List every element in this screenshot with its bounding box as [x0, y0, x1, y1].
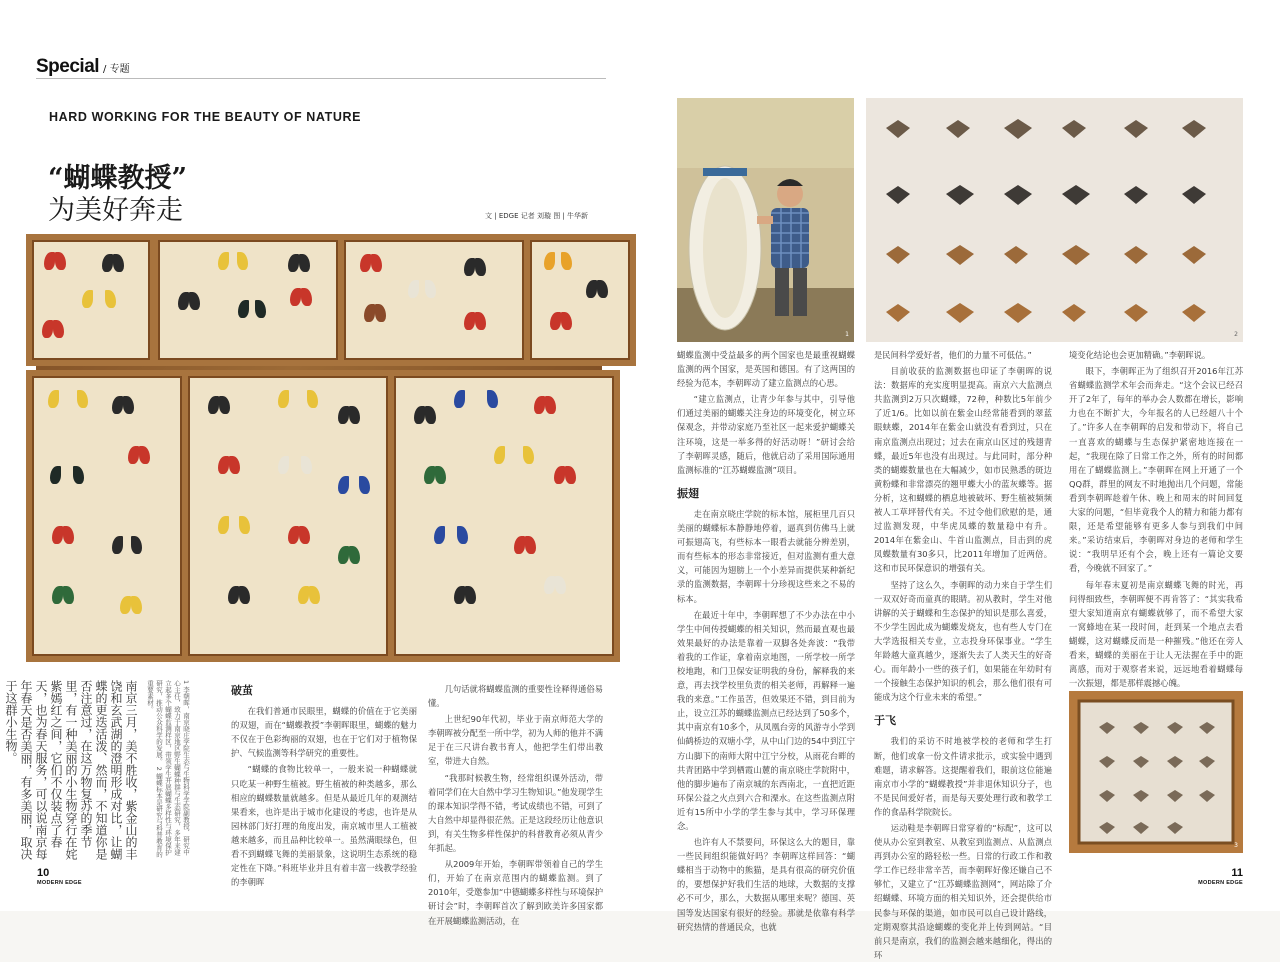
paragraph: 蝴蝶监测中受益最多的两个国家也是最重视蝴蝶监测的两个国家，是英国和德国。有了这两国的经验为范本，李朝晖动了建立监测点的心思。 [677, 350, 855, 389]
paragraph: 上世纪90年代初，毕业于南京师范大学的李朝晖被分配至一所中学，初为人师的他并不满足于在三尺讲台教书育人，他把学生们带出教室，带进大自然。 [428, 714, 603, 767]
photo-caption: 1 李朝晖，南京晓庄学院生态与生物科学学院副教授、研究中心主任，致力于南京地区野生蝴蝶种群与生态研究，多年来建立起多个蝴蝶监测样区，带领学生开展蝴蝶多样性与环境保护研究，推动公众科学的发展。 2 蝴蝶标本是研究与科普教育的重要素材。 [146, 680, 190, 858]
article-title-line1: “蝴蝶教授” [48, 163, 188, 194]
paragraph: 从2009年开始，李朝晖带领着自己的学生们，开始了在南京范围内的蝴蝶监测。到了2010年，受邀参加“中德蝴蝶多样性与环境保护研讨会”时，李朝晖首次了解到欧美许多国家都在开展蝴蝶监测活动，在 [428, 859, 603, 926]
body-column-4 [874, 348, 1052, 960]
display-case [182, 370, 394, 662]
section-label-cn: / 专题 [103, 64, 130, 75]
display-case [388, 370, 620, 662]
paragraph: 目前收获的监测数据也印证了李朝晖的说法：数据库的充实度明显提高。南京六大监测点共监测到2万只次蝴蝶，72种，种数比5年前少了近1/6。比如以前在紫金山经常能看到的翠蓝眼蛱蝶，2014年在紫金山就没有看到过，只在南京监测点出现过；过去在南京山区过的残翅青蝶，最近5年也没有出现过。与此同时，部分种类的蝴蝶数量也在大幅减少，如市民熟悉的斑边黄粉蝶和非常漂亮的翘甲蝶大小的蓝灰蝶等。据分析，这和蝴蝶的栖息地被破坏、野生植被频频被人工草坪替代有关。不过令他们欣慰的是，通过监测发现，中华虎凤蝶的数量稳中有升。2014年在紫金山、牛首山监测点，目击到的虎凤蝶数量有30多只，比2011年增加了近两倍。这和市民环保意识的增强有关。 [874, 366, 1052, 574]
byline: 文 | EDGE 记者 刘璇 图 | 牛华新 [485, 212, 588, 220]
body-column-1 [231, 680, 417, 888]
photo-number: 3 [1234, 842, 1238, 849]
paragraph: 境变化结论也会更加精确。”李朝晖说。 [1069, 350, 1211, 360]
paragraph: “建立监测点，让青少年参与其中，引导他们通过美丽的蝴蝶关注身边的环境变化，树立环保观念，并带动家庭乃至社区一起来爱护蝴蝶关注环境，这是一举多得的好活动呀！”研讨会给了李朝晖灵感，随后，他就启动了采用国际通用监测标准的“江苏蝴蝶监测”项目。 [677, 394, 855, 475]
paragraph: “我那时候教生物，经常组织课外活动，带着同学们在大自然中学习生物知识。”他发现学生的课本知识学得不错，考试成绩也不错，可到了大自然中却显得很茫然。正是这段经历让他意识到，有关生物多样性保护的科普教育必须从青少年抓起。 [428, 772, 603, 854]
professor-illustration [677, 98, 854, 342]
title-block [36, 98, 602, 240]
page-number: 10 [37, 867, 50, 879]
top-rule [36, 78, 606, 79]
paragraph: 每年春末夏初是南京蝴蝶飞舞的时光，再问得细致些，李朝晖便不再肯答了：“其实我希望大家知道南京有蝴蝶就够了，而不希望大家一窝蜂地在某一段时间，赶到某一个地点去看蝴蝶，这对蝴蝶反而是一种摧残。”他还在旁人看来，蝴蝶的美丽在于让人无法握在手中的距离感，而对于观察者来说，远远地看着蝴蝶每一次振翅，都是那样震撼心魄。 [1069, 579, 1243, 689]
paragraph: 是民间科学爱好者，他们的力量不可低估。” [874, 350, 1032, 360]
specimen-box-illustration [1069, 691, 1243, 853]
body-column-3 [677, 348, 855, 932]
subheading-yufei: 于飞 [874, 714, 896, 728]
hero-photo-butterfly-cases [36, 240, 602, 636]
subheading-pocheng: 破茧 [231, 684, 253, 697]
paragraph: 坚持了这么久，李朝晖的动力来自于学生们一双双好奇而童真的眼睛。初从教时，学生对他讲解的关于蝴蝶和生态保护的知识是那么喜爱，不少学生因此成为蝴蝶发烧友，也有些人专门在大学选报相关专业，立志投身环保事业。“学生年龄越大童真越少，逐渐失去了人类天生的好奇心。而年龄小一些的孩子们，如果能在年幼时有一个接触生态保护知识的机会，那么他们很有可能成为这个行业未来的希望。” [874, 579, 1052, 703]
photo-specimen-grid [866, 98, 1243, 342]
paragraph: 走在南京晓庄学院的标本馆，展柜里几百只美丽的蝴蝶标本静静地停着，逼真到仿佛马上就可振翅高飞，有些标本一眼看去就能分辨差别，而有些标本的形态非常接近，但对监测有重大意义，可能因为翅膀上一个小差异而提供某种新纪录的监测数据，李朝晖十分珍视这些来之不易的标本。 [677, 508, 855, 604]
paragraph: 几句话就将蝴蝶监测的重要性诠释得通俗易懂。 [428, 684, 603, 709]
section-label-en: Special [36, 56, 100, 77]
photo-number: 2 [1234, 331, 1238, 338]
magazine-name: MODERN EDGE [1198, 880, 1243, 886]
display-case [338, 234, 530, 366]
article-kicker: HARD WORKING FOR THE BEAUTY OF NATURE [49, 110, 362, 124]
body-column-5 [1069, 348, 1243, 689]
caption-column [145, 680, 215, 860]
page-number-left [37, 868, 82, 888]
display-case [524, 234, 636, 366]
left-page [0, 0, 640, 926]
paragraph: 在最近十年中，李朝晖想了不少办法在中小学生中间传授蝴蝶的相关知识，然而最直观也最效果最好的办法是靠着一双脚各处奔波：“我带着我的工作证，拿着南京地图，一所学校一所学校地跑，和门卫保安证明我的身份，解释我的来意，再去找学校里负责的相关老师，再解释一遍我的来意。”工作虽苦，但效果还不错，到目前为止，设立江苏的蝴蝶监测点已经达到了50多个，其中南京有10多个，从凤凰台旁的风游寺小学到仙鹤桥边的双塘小学，从中山门边的54中到江宁方山脚下的南师大附中江宁分校，从雨花台畔的共青团路中学到栖霞山麓的南京晓庄学院附中，他的脚步遍布了南京城的东西南北，一直把近距环保公益之火点到六合和溧水。在这些监测点附近有15所中小学的学生参与其中，学习环保理念。 [677, 609, 855, 831]
paragraph: “蝴蝶的食物比较单一，一般来说一种蝴蝶就只吃某一种野生植被。野生植被的种类越多，那么相应的蝴蝶数量就越多。但是从最近几年的观测结果看来，也许是出于城市化建设的考虑，也许是从园林部门好打理的角度出发，南京城市里人工植被越来越多，而且品种比较单一。虽然满眼绿色，但看不到蝴蝶飞舞的美丽景象，这说明生态系统的稳定性在下降。”科班毕业并且有着丰富一线教学经验的李朝晖 [231, 764, 417, 888]
section-tag [36, 56, 130, 78]
paragraph: 眼下，李朝晖正为了组织召开2016年江苏省蝴蝶监测学术年会而奔走。“这个会议已经召开了2年了，每年的举办会人数都在增长，影响力也在不断扩大，今年报名的人已经超八十个了。”许多人在李朝晖的启发和带动下，将自己一直喜欢的蝴蝶与生态保护紧密地连接在一起，“我现在除了日常工作之外，所有的时间都用在了蝴蝶监测上。”李朝晖在网上开通了一个QQ群，群里的网友不时地抛出几个问题，常能看到李朝晖趁着午休、晚上和周末的时间回复大家的问题，“但毕竟我个人的精力和能力都有限，还是希望能够有更多人参与到我们中间来。”采访结束后，李朝晖对身边的老师和学生说：“我明早还有个会，晚上还有一篇论文要看，今晚就不回家了。” [1069, 366, 1243, 574]
photo-professor [677, 98, 854, 342]
paragraph: 运动鞋是李朝晖日常穿着的“标配”，这可以使从办公室到教室、从教室到监测点、从监测点再到办公室的路轻松一些。日常的行政工作和教学工作已经非常辛苦，而李朝晖好像还嫌自己不够忙，又建立了“江苏蝴蝶监测网”，网站除了介绍蝴蝶、环境方面的相关知识外，还会提供给市民参与环保的渠道，如市民可以自己设计路线，定期观察其沿途蝴蝶的变化并上传到网站。“目前只是南京，我们的监测会越来越细化，得出的环 [874, 823, 1052, 960]
magazine-name: MODERN EDGE [37, 880, 82, 886]
display-case [152, 234, 344, 366]
body-column-2 [428, 682, 603, 926]
intro-text: 南京三月，美不胜收，紫金山的丰饶和玄武湖的澄明形成对比，让蝴蝶的更迭活泼、然而，不知道你是否注意过，在这万物复苏的季节里，有一种美丽的小生物穿行在姹紫嫣红之间，它们不仅装点了春天，也为春天服务，可以说南京每年春天是否美丽，有多美丽，取决于这群小生物。 [4, 680, 138, 860]
paragraph: 在我们普通市民眼里，蝴蝶的价值在于它美丽的双翅，而在“蝴蝶教授”李朝晖眼里，蝴蝶的魅力不仅在于色彩绚丽的双翅，也在于它们对于植物保护、气候监测等科学研究的重要性。 [231, 706, 417, 759]
specimen-grid [866, 98, 1243, 342]
display-case [26, 370, 188, 662]
intro-vertical-column [4, 680, 138, 860]
display-case [26, 234, 156, 366]
paragraph: 也许有人不禁要问，环保这么大的题目，靠一些民间组织能做好吗？李朝晖这样回答：“蝴蝶相当于动物中的熊猫，是具有很高的研究价值的，要想保护好我们生活的地球，大数据的支撑必不可少，那么，大数据从哪里来呢？德国、英国等发达国家有很好的经验。那就是依靠有科学研究热情的普通民众，也就 [677, 837, 855, 932]
subheading-zhenchi: 振翅 [677, 486, 699, 500]
photo-specimen-box [1069, 691, 1243, 853]
article-title-line2: 为美好奔走 [48, 195, 183, 226]
page-number: 11 [1231, 867, 1243, 879]
right-page [640, 0, 1280, 960]
page-number-right [1198, 868, 1243, 888]
photo-number: 1 [845, 331, 849, 338]
paragraph: 我们的采访不时地被学校的老师和学生打断，他们或拿一份文件请求批示，或实验中遇到难题，请求解答。这提醒着我们，眼前这位能遍南京市小学的“蝴蝶教授”并非退休知识分子，也不是民间爱好者，而是每天要处理行政和教学工作的食品科学院院长。 [874, 736, 1052, 817]
